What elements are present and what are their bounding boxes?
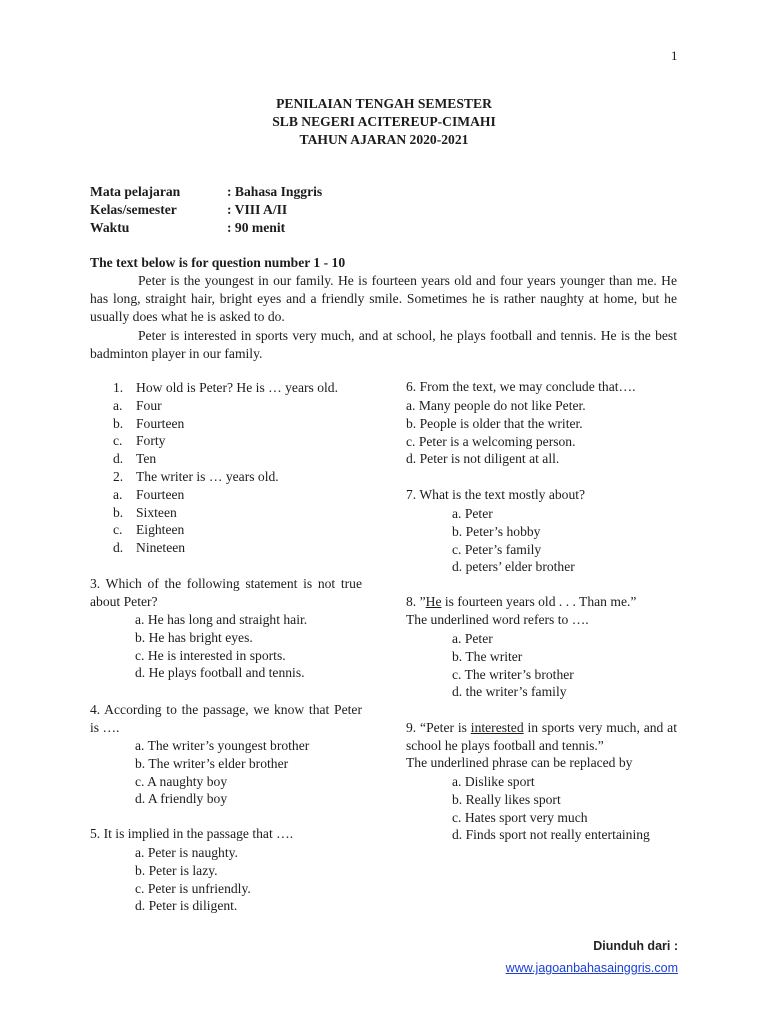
option: d. A friendly boy [135,791,228,807]
option: c. Forty [113,433,166,449]
question-8-text: 8. ”He is fourteen years old . . . Than me.” [406,594,637,609]
option: d. Ten [113,451,157,467]
passage-paragraph-2: Peter is interested in sports very much, and at school, he plays football and tennis. He is the best badminton player in our family. [90,327,677,361]
header-line-2: SLB NEGERI ACITEREUP-CIMAHI [272,114,496,129]
option: a. The writer’s youngest brother [135,738,310,753]
option: b. The writer [452,648,523,664]
option: a. Dislike sport [452,774,535,789]
option: a. Four [113,397,162,413]
option: c. Hates sport very much [452,809,588,825]
page-number: 1 [671,48,678,63]
question-9-prompt: The underlined phrase can be replaced by [406,755,633,770]
question-7-text: 7. What is the text mostly about? [406,487,586,502]
question-6-options [406,397,586,468]
underlined-phrase: interested [470,720,524,735]
option: d. Peter is diligent. [135,898,238,914]
option: c. Peter is unfriendly. [135,880,251,896]
header-line-1: PENILAIAN TENGAH SEMESTER [276,96,492,111]
question-9-text: 9. “Peter is interested in sports very much, and at school he plays football and tennis.” [406,720,677,753]
meta-key: Waktu [90,220,130,235]
option: b. Peter is lazy. [135,862,218,878]
instruction: The text below is for question number 1 - 10 [90,255,346,270]
option: c. He is interested in sports. [135,647,286,663]
question-5-options [135,844,251,915]
question-8-options [452,630,574,701]
option: b. The writer’s elder brother [135,755,289,771]
option: d. Finds sport not really entertaining [452,827,650,843]
option: a. Peter is naughty. [135,845,238,860]
option: c. Peter is a welcoming person. [406,433,576,449]
question-7-options [452,505,575,576]
option: a. Many people do not like Peter. [406,398,586,413]
question-4-options [135,737,309,808]
option: b. People is older that the writer. [406,415,583,431]
meta-key: Kelas/semester [90,202,177,217]
option: d. Nineteen [113,540,186,556]
option: a. Fourteen [113,486,185,502]
question-5-text: 5. It is implied in the passage that …. [90,826,294,841]
meta-value: : 90 menit [227,220,286,235]
question-text: The writer is … years old. [136,468,279,484]
option: a. Peter [452,631,493,646]
meta-class [90,202,287,218]
meta-value: : Bahasa Inggris [227,184,323,199]
option: b. He has bright eyes. [135,629,253,645]
option: d. the writer’s family [452,684,567,700]
question-number: 2. [113,468,124,484]
meta-time [90,220,285,236]
question-9-options [452,773,650,844]
header-line-3: TAHUN AJARAN 2020-2021 [299,132,469,147]
footer-label: Diunduh dari : [593,939,678,953]
option: d. peters’ elder brother [452,559,575,575]
question-number: 1. [113,380,124,395]
meta-subject [90,184,322,200]
option: d. Peter is not diligent at all. [406,451,560,467]
passage-paragraph-1: Peter is the youngest in our family. He is fourteen years old and four years younger than me. He has long, straight hair, bright eyes and a friendly smile. Sometimes he is rather naughty at home, but he usually does what he is asked to do. [90,273,677,325]
question-4-text: 4. According to the passage, we know that Peter is …. [90,702,362,735]
option: a. He has long and straight hair. [135,612,308,627]
meta-key: Mata pelajaran [90,184,181,199]
option: c. Peter’s family [452,541,542,557]
meta-value: : VIII A/II [227,202,288,217]
reading-passage [90,272,677,363]
question-3-options [135,611,307,682]
question-8-prompt: The underlined word refers to …. [406,612,589,627]
option: b. Sixteen [113,504,177,520]
option: b. Fourteen [113,415,185,431]
option: b. Peter’s hobby [452,523,541,539]
option: a. Peter [452,506,493,521]
footer-link[interactable]: www.jagoanbahasainggris.com [505,961,678,975]
question-6-text: 6. From the text, we may conclude that…. [406,379,636,394]
underlined-word: He [425,594,442,609]
option: c. A naughty boy [135,773,228,789]
question-text: How old is Peter? He is … years old. [136,380,338,395]
option: c. The writer’s brother [452,666,574,682]
option: b. Really likes sport [452,791,561,807]
option: d. He plays football and tennis. [135,665,305,681]
option: c. Eighteen [113,522,185,538]
question-1 [113,379,338,557]
question-3-text: 3. Which of the following statement is not true about Peter? [90,576,362,609]
